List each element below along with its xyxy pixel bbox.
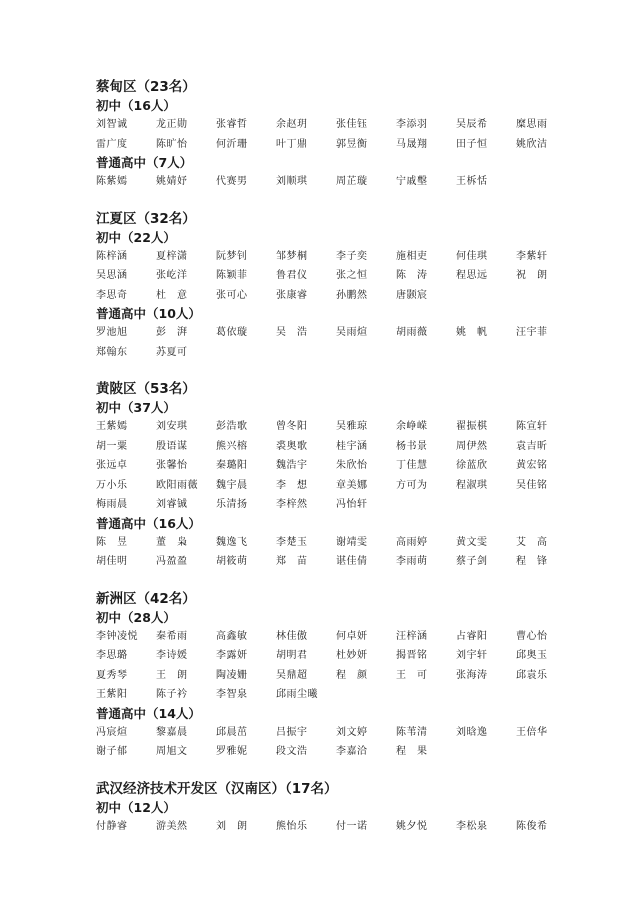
student-name: 魏宇晨 [216,479,248,491]
student-name: 翟振棋 [456,421,488,432]
student-name: 姚 帆 [456,327,488,338]
student-name: 欧阳雨薇 [156,479,198,491]
district-title: 蔡甸区（23名） [96,79,196,95]
student-name: 胡雨薇 [396,327,428,338]
school-level-title: 普通高中（14人） [96,705,201,721]
student-name: 胡一粟 [96,440,128,452]
student-name: 李子奕 [336,250,368,262]
student-name: 高鑫敏 [216,630,248,642]
student-name: 程 锋 [516,556,548,567]
student-name: 李梓然 [276,499,308,510]
student-name: 郑 苗 [276,556,308,567]
student-name: 殷语谋 [156,440,188,452]
district-section [96,78,636,192]
student-name: 刘睿铖 [156,499,188,510]
name-list [96,817,636,837]
school-level-title: 初中（12人） [96,799,176,815]
student-name: 谌佳倩 [336,556,368,567]
student-name: 段文浩 [276,746,308,757]
district-section [96,590,636,762]
student-name: 冯宸煊 [96,726,128,738]
student-name: 龙正勋 [156,119,188,130]
student-name: 丁佳慧 [396,460,428,471]
student-name: 李 想 [276,479,308,491]
district-title: 武汉经济技术开发区（汉南区）（17名） [96,780,338,797]
student-name: 宁戚墼 [396,176,428,187]
name-list [96,115,636,154]
student-name: 吕振宇 [276,726,308,738]
student-name: 袁吉昕 [516,440,548,452]
student-name: 徐蓝欣 [456,460,488,471]
student-name: 李钟凌悦 [96,630,138,642]
student-name: 叶丁鼎 [276,138,308,150]
student-name: 程 果 [396,746,428,757]
name-list [96,723,636,762]
student-name: 苏夏可 [156,346,188,358]
student-name: 姚欣洁 [516,138,548,150]
student-name: 杜 意 [156,289,188,301]
student-name: 彭 湃 [156,327,188,338]
student-name: 刘 朗 [216,820,248,832]
district-section [96,380,636,572]
student-name: 唐颢宸 [396,289,428,301]
student-name: 代赛男 [216,176,248,187]
student-name: 陈梓涵 [96,250,128,262]
student-name: 李添羽 [396,119,428,130]
student-name: 方可为 [396,479,428,491]
student-name: 罗雅妮 [216,746,248,757]
student-name: 黎嘉晨 [156,726,188,738]
student-name: 阮梦钊 [216,250,248,262]
student-name: 何沂珊 [216,138,248,150]
student-name: 杨书景 [396,440,428,452]
student-name: 揭晋铭 [396,650,428,661]
student-name: 余赵玥 [276,119,308,130]
district-section [96,780,636,837]
student-name: 张之恒 [336,270,368,281]
student-name: 邱袁乐 [516,669,548,681]
student-name: 孙鹏然 [336,289,368,301]
student-name: 吴 浩 [276,327,308,338]
student-name: 杜妙妍 [336,650,368,661]
student-name: 刘顺琪 [276,176,308,187]
student-name: 姚婧妤 [156,176,188,187]
student-name: 周旭文 [156,746,188,757]
student-name: 魏逸飞 [216,536,248,548]
student-name: 胡佳明 [96,556,128,567]
student-name: 李嘉洽 [336,746,368,757]
student-name: 刘文婷 [336,726,368,738]
student-name: 张海涛 [456,669,488,681]
student-name: 鲁君仪 [276,270,308,281]
name-list [96,247,636,306]
student-name: 黄宏铭 [516,460,548,471]
student-name: 张远卓 [96,460,128,471]
district-title: 黄陂区（53名） [96,381,196,397]
student-name: 张可心 [216,289,248,301]
student-name: 马晟翔 [396,138,428,150]
student-name: 田子恒 [456,138,488,150]
student-name: 吴鼎超 [276,669,308,681]
student-name: 王 朗 [156,669,188,681]
school-level-title: 普通高中（16人） [96,515,201,531]
student-name: 吴雅琼 [336,421,368,432]
school-level-title: 普通高中（7人） [96,155,193,170]
student-name: 李智泉 [216,689,248,700]
student-name: 陈宣轩 [516,421,548,432]
student-name: 秦希雨 [156,630,188,642]
student-name: 陈紫嫣 [96,176,128,187]
student-name: 程 颜 [336,669,368,681]
student-name: 游美然 [156,820,188,832]
school-level-title: 普通高中（10人） [96,306,201,321]
student-name: 艾 高 [516,536,548,548]
student-name: 朱欣怡 [336,460,368,471]
student-name: 冯怡轩 [336,499,368,510]
district-section [96,210,636,363]
school-level-title: 初中（22人） [96,229,176,245]
school-level-title: 初中（37人） [96,400,176,415]
student-name: 王 可 [396,669,428,681]
student-name: 彭浩歌 [216,421,248,432]
name-list [96,533,636,572]
student-name: 曾冬阳 [276,421,308,432]
student-name: 刘智诚 [96,119,128,130]
student-name: 付一诺 [336,820,368,832]
student-name: 汪梓涵 [396,630,428,642]
student-name: 邹梦桐 [276,250,308,262]
student-name: 林佳傲 [276,630,308,642]
student-name: 熊兴榕 [216,440,248,452]
student-name: 程思远 [456,270,488,281]
student-name: 刘晗逸 [456,726,488,738]
name-list [96,417,636,515]
student-name: 李楚玉 [276,536,308,548]
student-name: 冯盈盈 [156,556,188,567]
student-name: 陈苇清 [396,726,428,738]
student-name: 汪宇菲 [516,327,548,338]
student-name: 葛依璇 [216,327,248,338]
student-name: 李露妍 [216,650,248,661]
student-name: 张馨怡 [156,460,188,471]
student-name: 梅雨晨 [96,499,128,510]
student-name: 邱晨茁 [216,726,248,738]
name-list [96,627,636,705]
student-name: 刘宇轩 [456,650,488,661]
student-name: 张睿哲 [216,119,248,130]
school-level-title: 初中（16人） [96,98,176,113]
student-name: 李紫轩 [516,250,548,262]
student-name: 谢子郁 [96,746,128,757]
student-name: 乐清扬 [216,499,248,510]
student-name: 陈子衿 [156,689,188,700]
student-name: 邱奥玉 [516,650,548,661]
student-name: 夏梓潇 [156,250,188,262]
student-name: 李雨萌 [396,556,428,567]
student-name: 胡明君 [276,650,308,661]
student-name: 秦璐阳 [216,460,248,471]
student-name: 糜思雨 [516,119,548,130]
student-name: 张佳钰 [336,119,368,130]
student-name: 罗池旭 [96,327,128,338]
student-name: 高雨婷 [396,536,428,548]
student-name: 余峥嵘 [396,421,428,432]
student-name: 胡筱萌 [216,556,248,567]
student-name: 郑翰东 [96,346,128,358]
name-list [96,172,636,192]
student-name: 王倍华 [516,726,548,738]
student-name: 姚夕悦 [396,820,428,832]
student-name: 刘安琪 [156,421,188,432]
student-name: 张康睿 [276,289,308,301]
student-name: 何卓妍 [336,630,368,642]
student-name: 吴思涵 [96,270,128,281]
student-name: 陈颖菲 [216,270,248,281]
student-name: 谢靖雯 [336,536,368,548]
student-name: 何佳琪 [456,250,488,262]
student-name: 董 枭 [156,536,188,548]
student-name: 程淑琪 [456,479,488,491]
student-name: 祝 朗 [516,270,548,281]
student-name: 李松泉 [456,820,488,832]
student-name: 陈 昱 [96,536,128,548]
student-name: 邱雨尘曦 [276,689,318,700]
student-name: 周伊然 [456,440,488,452]
student-name: 陈俊希 [516,820,548,832]
student-name: 万小乐 [96,479,128,491]
student-name: 桂宇涵 [336,440,368,452]
student-name: 裘奥歌 [276,440,308,452]
district-title: 江夏区（32名） [96,210,196,227]
student-name: 王紫嫣 [96,421,128,432]
student-name: 付静睿 [96,820,128,832]
student-name: 黄文雯 [456,536,488,548]
student-name: 周芷璇 [336,176,368,187]
student-name: 曹心怡 [516,630,548,642]
student-name: 陈 涛 [396,270,428,281]
school-level-title: 初中（28人） [96,609,176,625]
student-name: 施相吏 [396,250,428,262]
student-name: 魏浩宇 [276,460,308,471]
student-name: 夏秀琴 [96,669,128,681]
student-name: 李思奇 [96,289,128,301]
student-name: 张屹洋 [156,270,188,281]
name-list [96,323,636,362]
student-name: 王柝恬 [456,176,488,187]
student-name: 章美娜 [336,479,368,491]
student-name: 雷广度 [96,138,128,150]
student-name: 李思璐 [96,650,128,661]
student-name: 陶凌姗 [216,669,248,681]
student-name: 吴佳铭 [516,479,548,491]
student-name: 蔡子剑 [456,556,488,567]
student-name: 占睿阳 [456,630,488,642]
student-name: 吴雨煊 [336,327,368,338]
student-name: 吴辰希 [456,119,488,130]
student-name: 熊怡乐 [276,820,308,832]
student-name: 王紫阳 [96,689,128,700]
student-name: 郭昱衡 [336,138,368,150]
student-name: 陈旷怡 [156,138,188,150]
district-title: 新洲区（42名） [96,590,196,607]
student-name: 李诗媛 [156,650,188,661]
